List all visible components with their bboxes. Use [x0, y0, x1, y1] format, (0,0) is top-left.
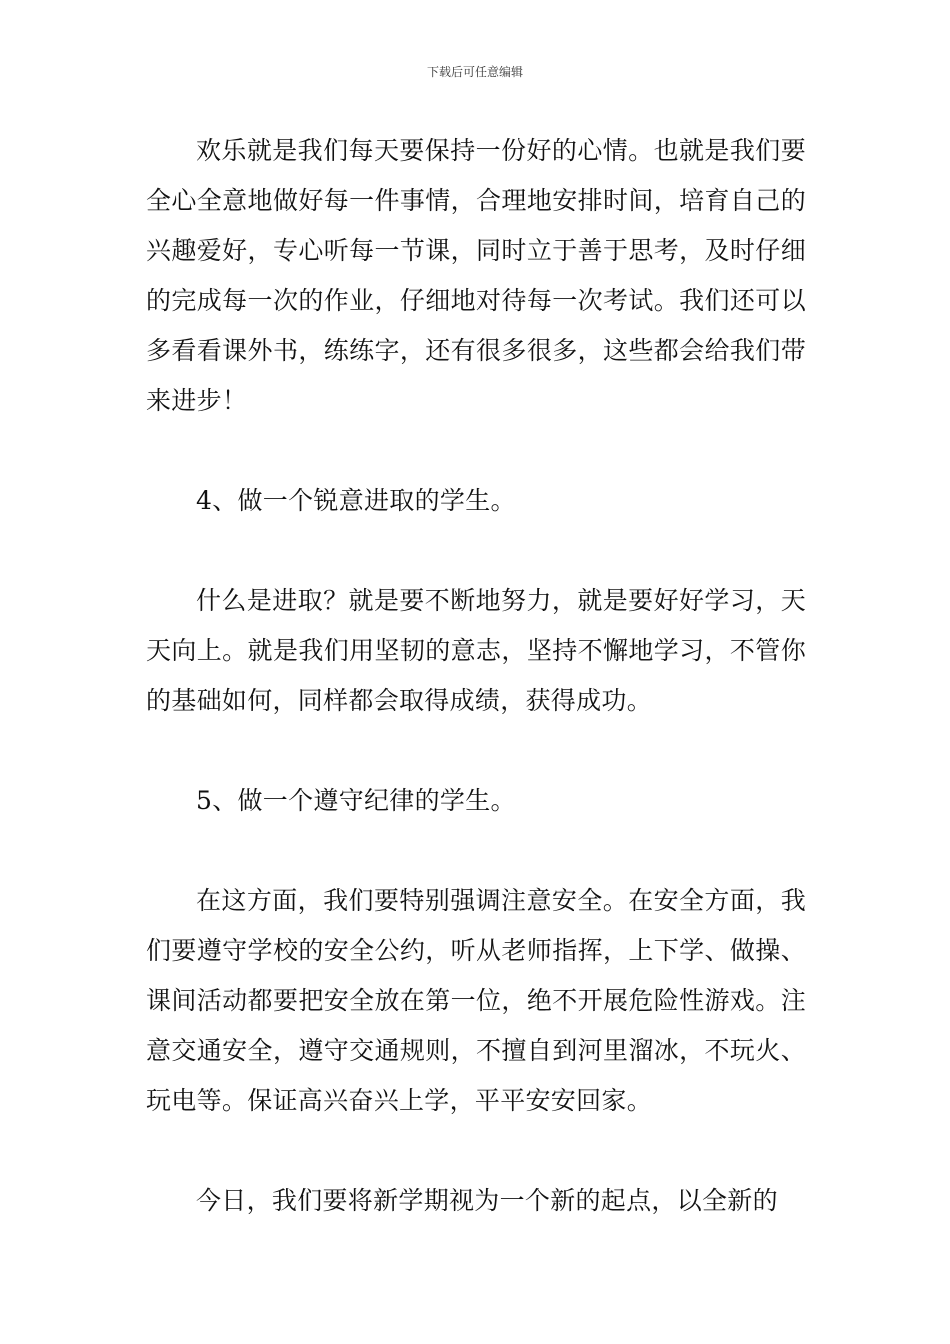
paragraph-gap	[146, 726, 806, 776]
paragraph-gap	[146, 1126, 806, 1176]
section-heading-4: 4、做一个锐意进取的学生。	[196, 486, 516, 515]
paragraph-happiness: 欢乐就是我们每天要保持一份好的心情。也就是我们要全心全意地做好每一件事情，合理地安排时间，培育自己的兴趣爱好，专心听每一节课，同时立于善于思考，及时仔细的完成每一次的作业，仔细地对待每一次考试。我们还可以多看看课外书，练练字，还有很多很多，这些都会给我们带来进步！	[146, 136, 806, 415]
section-heading-5: 5、做一个遵守纪律的学生。	[196, 786, 516, 815]
page-header: 下载后可任意编辑	[426, 65, 523, 79]
paragraph-gap	[146, 426, 806, 476]
paragraph-gap	[146, 526, 806, 576]
paragraph-gap	[146, 826, 806, 876]
document-body	[146, 126, 806, 1226]
paragraph-progress: 什么是进取？就是要不断地努力，就是要好好学习，天天向上。就是我们用坚韧的意志，坚持不懈地学习，不管你的基础如何，同样都会取得成绩，获得成功。	[146, 586, 806, 715]
paragraph-safety: 在这方面，我们要特别强调注意安全。在安全方面，我们要遵守学校的安全公约，听从老师指挥，上下学、做操、课间活动都要把安全放在第一位，绝不开展危险性游戏。注意交通安全，遵守交通规则，不擅自到河里溜冰，不玩火、玩电等。保证高兴奋兴上学，平平安安回家。	[146, 886, 806, 1115]
paragraph-today: 今日，我们要将新学期视为一个新的起点，以全新的	[196, 1186, 778, 1215]
